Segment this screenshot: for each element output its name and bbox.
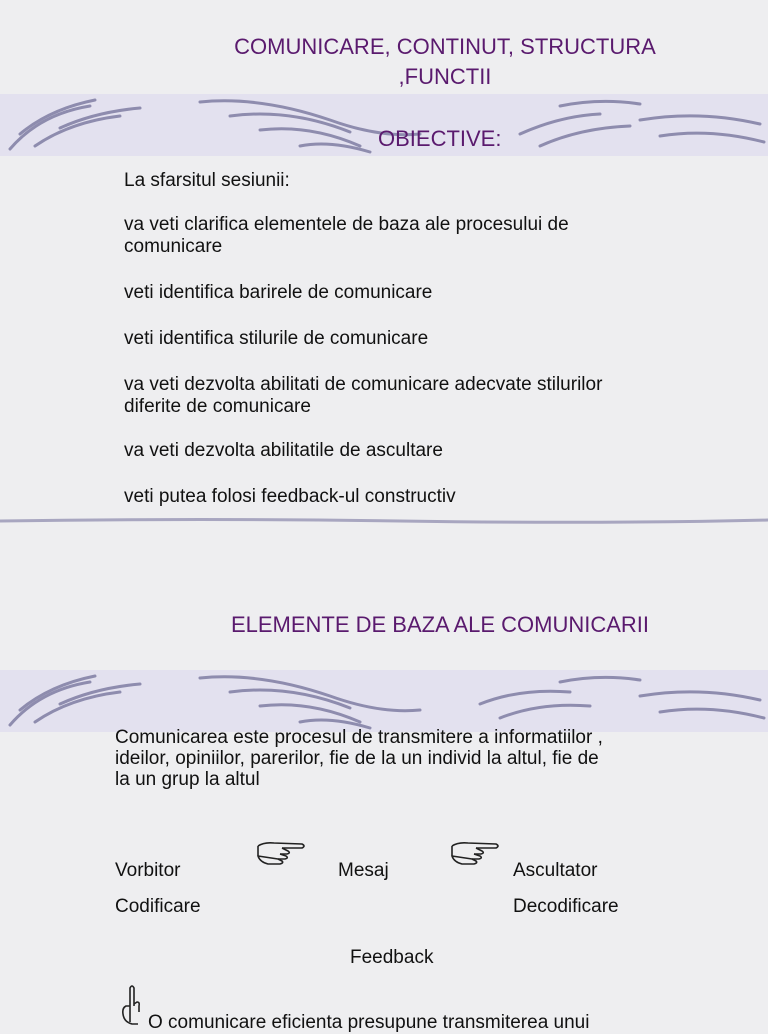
definition-line: ideilor, opiniilor, parerilor, fie de la un individ la altul, fie de — [115, 748, 599, 769]
objective-item: va veti dezvolta abilitatile de ascultare — [124, 440, 443, 461]
flow-sender: Vorbitor — [115, 860, 181, 881]
slide1-title — [210, 32, 680, 92]
flow-receiver: Ascultator — [513, 860, 598, 881]
swirl-decoration — [0, 670, 768, 732]
definition-line: Comunicarea este procesul de transmitere a informatiilor , — [115, 727, 603, 748]
objective-item: veti identifica stilurile de comunicare — [124, 328, 429, 349]
objectives-heading: OBIECTIVE: — [378, 126, 502, 151]
slide-divider — [0, 516, 768, 526]
flow-decoding: Decodificare — [513, 896, 619, 917]
slide1-title-line1: COMUNICARE, CONTINUT, STRUCTURA — [234, 34, 656, 59]
objective-item: veti identifica barirele de comunicare — [124, 282, 433, 303]
definition-line: la un grup la altul — [115, 769, 260, 790]
footer-text: O comunicare eficienta presupune transmiterea unui — [148, 1012, 590, 1033]
pointing-hand-right-icon — [448, 838, 502, 866]
decorative-band — [0, 670, 768, 732]
objective-item: comunicare — [124, 236, 223, 257]
objective-item: veti putea folosi feedback-ul constructiv — [124, 486, 456, 507]
objective-item: diferite de comunicare — [124, 396, 311, 417]
pointing-hand-right-icon — [254, 838, 308, 866]
slide2-title: ELEMENTE DE BAZA ALE COMUNICARII — [230, 612, 650, 637]
objectives-intro: La sfarsitul sesiunii: — [124, 170, 290, 191]
pointing-hand-up-icon — [118, 982, 146, 1026]
flow-feedback: Feedback — [350, 947, 434, 968]
objective-item: va veti dezvolta abilitati de comunicare adecvate stilurilor — [124, 374, 603, 395]
flow-message: Mesaj — [338, 860, 389, 881]
objective-item: va veti clarifica elementele de baza ale procesului de — [124, 214, 569, 235]
slide1-title-line2: ,FUNCTII — [398, 64, 492, 89]
flow-encoding: Codificare — [115, 896, 201, 917]
slide-basic-elements — [0, 540, 768, 1033]
